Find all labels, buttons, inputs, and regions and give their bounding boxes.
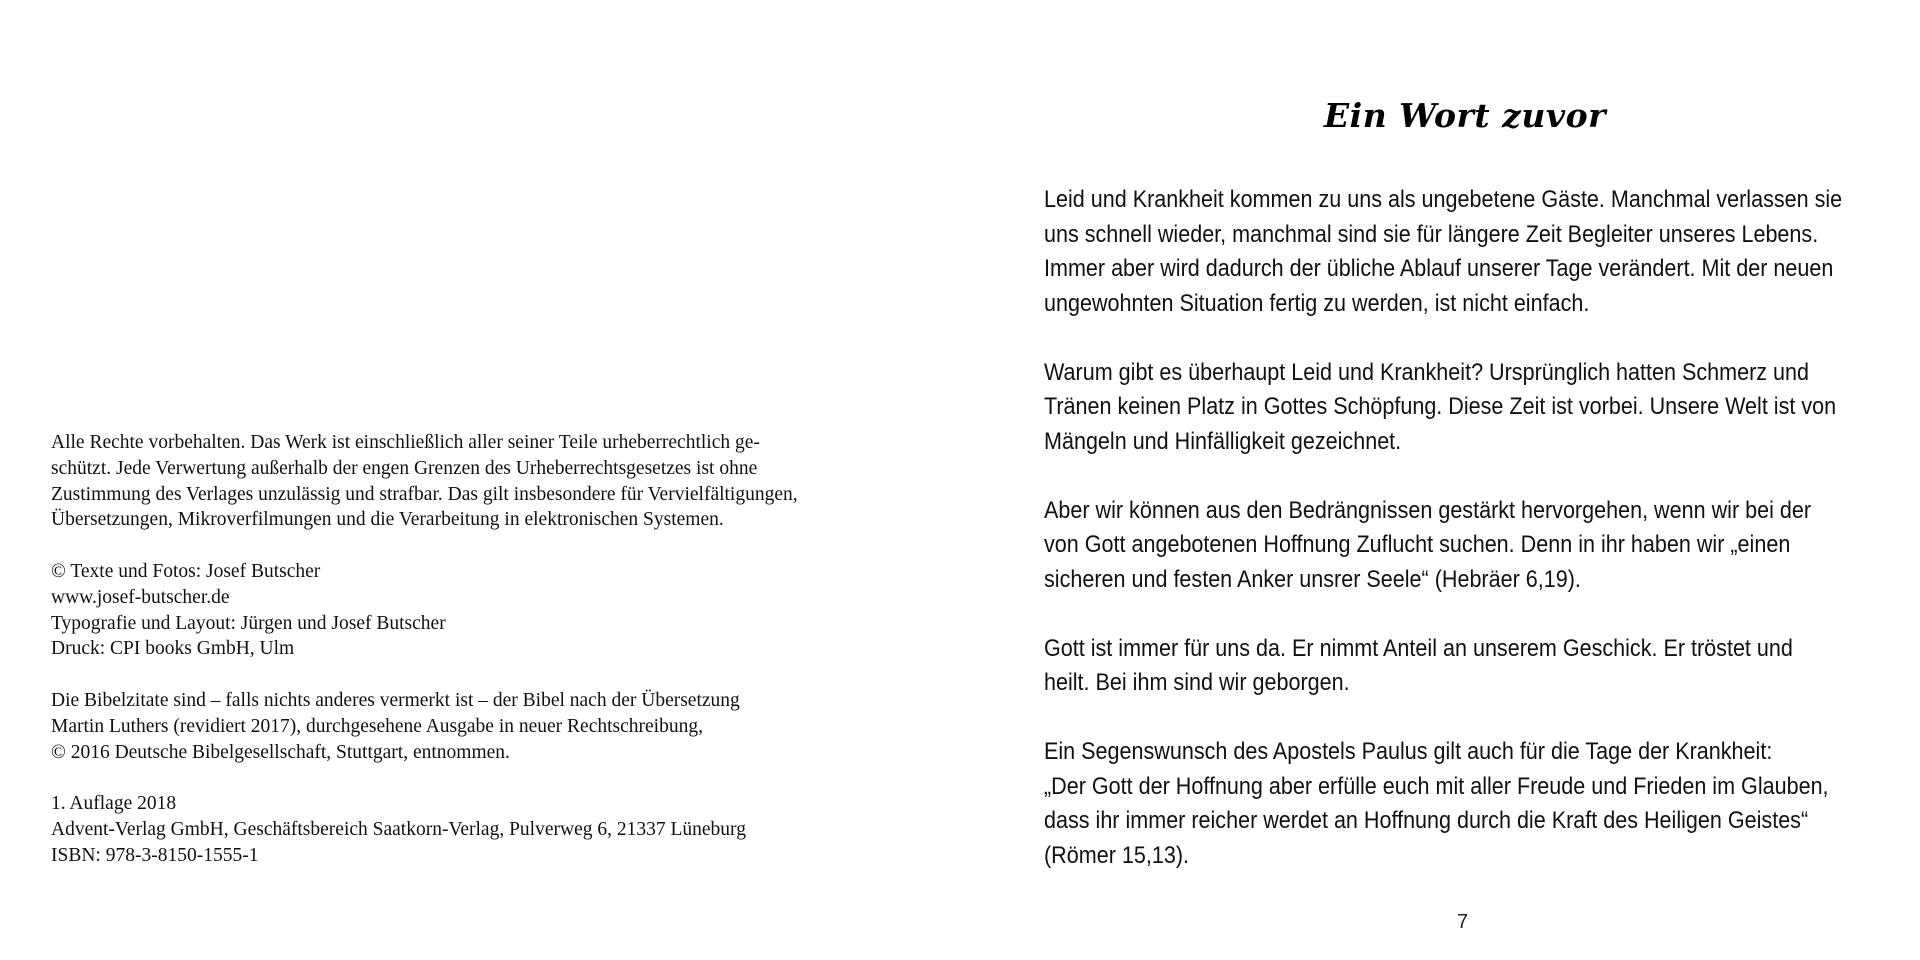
text-line: Tränen keinen Platz in Gottes Schöpfung. Diese Zeit ist vorbei. Unsere Welt ist von [1044,393,1837,420]
right-page [960,0,1920,960]
paragraph [1044,632,1801,701]
text-line: Immer aber wird dadurch der übliche Ablauf unserer Tage verändert. Mit der neuen [1044,255,1834,282]
text-line: sicheren und festen Anker unsrer Seele“ (Hebräer 6,19). [1044,565,1581,593]
body-text [1044,183,1843,908]
text-line: Warum gibt es überhaupt Leid und Krankheit? Ursprünglich hatten Schmerz und [1044,358,1810,386]
text-line: heilt. Bei ihm sind wir geborgen. [1044,669,1350,696]
chapter-heading: Ein Wort zuvor [1324,96,1606,135]
text-line: Leid und Krankheit kommen zu uns als ungebetene Gäste. Manchmal verlassen sie [1044,186,1843,213]
imprint-line: © Texte und Fotos: Josef Butscher [51,560,321,582]
text-line: (Römer 15,13). [1044,841,1189,869]
imprint-line: Übersetzungen, Mikroverfilmungen und die Verarbeitung in elektronischen Systemen. [51,509,724,531]
text-line: Aber wir können aus den Bedrängnissen gestärkt hervorgehen, wenn wir bei der [1044,496,1812,524]
paragraph [1044,735,1829,873]
publication-info [51,791,911,868]
text-line: Ein Segenswunsch des Apostels Paulus gilt auch für die Tage der Krankheit: [1044,738,1773,765]
isbn-text: ISBN: 978-3-8150-1555-1 [51,844,259,866]
imprint-line: © 2016 Deutsche Bibelgesellschaft, Stuttgart, entnommen. [51,741,510,763]
imprint-block [51,430,911,894]
credits [51,559,911,662]
paragraph [1044,183,1843,321]
edition-text: 1. Auflage 2018 [51,793,177,815]
imprint-line: Druck: CPI books GmbH, Ulm [51,638,295,660]
text-line: Mängeln und Hinfälligkeit gezeichnet. [1044,427,1402,455]
text-line: dass ihr immer reicher werdet an Hoffnung durch die Kraft des Heiligen Geistes“ [1044,807,1809,834]
website-text: www.josef-butscher.de [51,586,230,608]
imprint-line: Martin Luthers (revidiert 2017), durchgesehene Ausgabe in neuer Rechtschreibung, [51,715,703,737]
text-line: von Gott angebotenen Hoffnung Zuflucht suchen. Denn in ihr haben wir „einen [1044,531,1791,558]
paragraph [1044,356,1837,460]
publisher-text: Advent-Verlag GmbH, Geschäftsbereich Saatkorn-Verlag, Pulverweg 6, 21337 Lüneburg [51,818,746,840]
text-line: ungewohnten Situation fertig zu werden, ist nicht einfach. [1044,289,1590,317]
imprint-line: schützt. Jede Verwertung außerhalb der engen Grenzen des Urheberrechtsgesetzes ist ohne [51,457,758,479]
imprint-line: Die Bibelzitate sind – falls nichts anderes vermerkt ist – der Bibel nach der Übersetzung [51,689,740,711]
paragraph [1044,494,1812,598]
text-line: „Der Gott der Hoffnung aber erfülle euch mit aller Freude und Frieden im Glauben, [1044,772,1829,800]
bible-citation-note [51,688,911,765]
imprint-line: Zustimmung des Verlages unzulässig und strafbar. Das gilt insbesondere für Vervielfältigungen, [51,483,798,505]
imprint-line: Typografie und Layout: Jürgen und Josef Butscher [51,612,446,634]
text-line: Gott ist immer für uns da. Er nimmt Anteil an unserem Geschick. Er tröstet und [1044,634,1793,662]
page-number: 7 [1457,911,1469,933]
imprint-line: Alle Rechte vorbehalten. Das Werk ist einschließlich aller seiner Teile urheberrechtlich ge- [51,432,760,453]
text-line: uns schnell wieder, manchmal sind sie für längere Zeit Begleiter unseres Lebens. [1044,220,1819,248]
copyright-notice [51,430,911,533]
